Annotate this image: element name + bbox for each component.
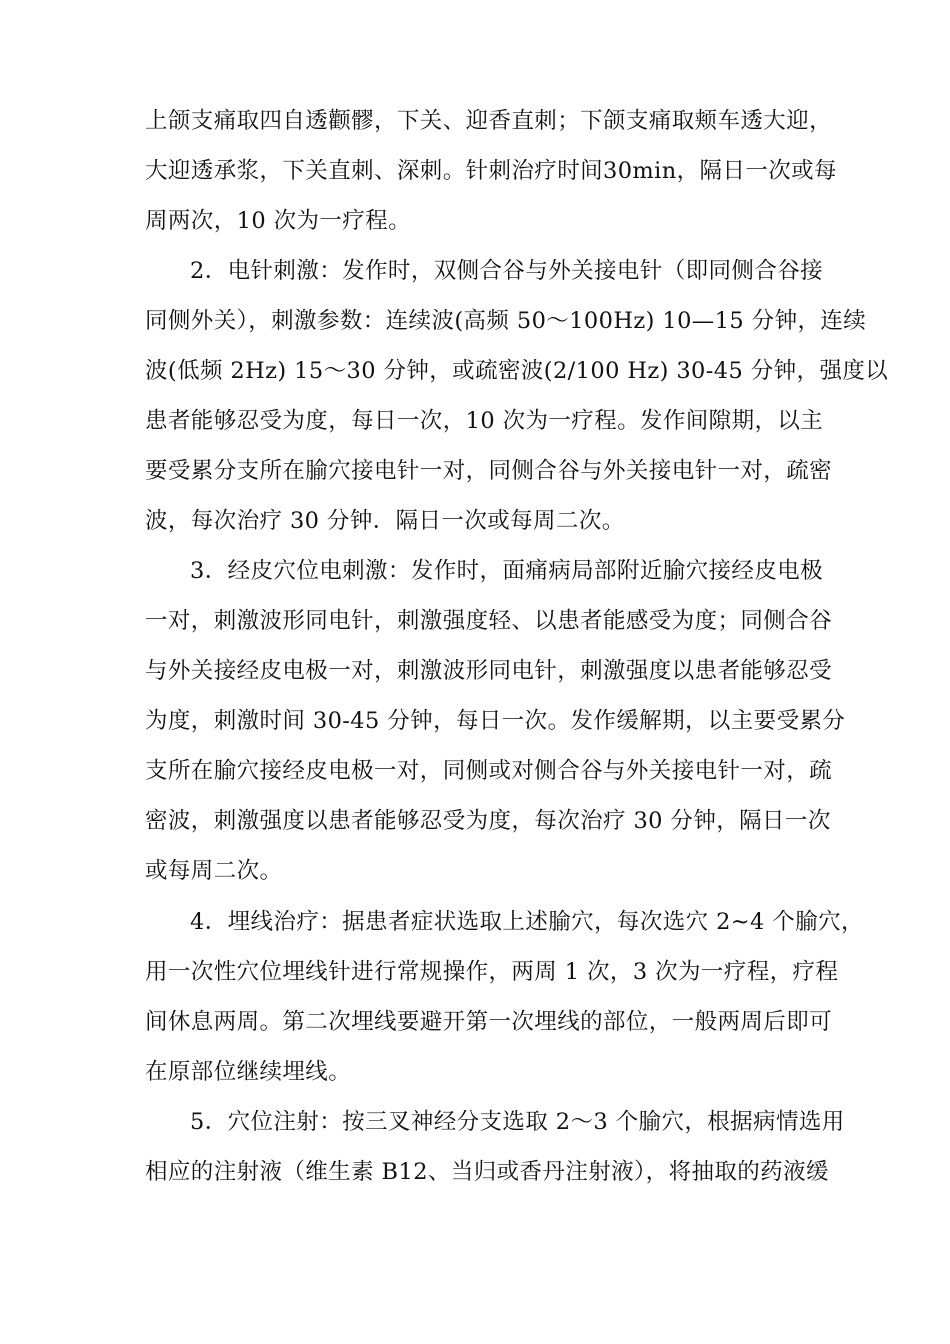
text-line: 3．经皮穴位电刺激：发作时，面痛病局部附近腧穴接经皮电极 <box>190 558 824 584</box>
text-line: 5．穴位注射：按三叉神经分支选取 2～3 个腧穴，根据病情选用 <box>190 1109 845 1135</box>
text-line: 一对，刺激波形同电针，刺激强度轻、以患者能感受为度；同侧合谷 <box>145 608 833 634</box>
text-line: 在原部位继续埋线。 <box>145 1059 352 1085</box>
text-line: 患者能够忍受为度，每日一次，10 次为一疗程。发作间隙期，以主 <box>145 408 824 434</box>
text-line: 要受累分支所在腧穴接电针一对，同侧合谷与外关接电针一对，疏密 <box>145 458 833 484</box>
text-line: 2．电针刺激：发作时，双侧合谷与外关接电针（即同侧合谷接 <box>190 258 824 284</box>
text-line: 波，每次治疗 30 分钟．隔日一次或每周二次。 <box>145 508 625 534</box>
text-line: 间休息两周。第二次埋线要避开第一次埋线的部位，一般两周后即可 <box>145 1009 833 1035</box>
text-line: 同侧外关），刺激参数：连续波(高频 50～100Hz) 10—15 分钟，连续 <box>145 308 867 334</box>
text-line: 相应的注射液（维生素 B12、当归或香丹注射液），将抽取的药液缓 <box>145 1159 829 1185</box>
text-line: 为度，刺激时间 30-45 分钟，每日一次。发作缓解期，以主要受累分 <box>145 708 846 734</box>
text-line: 上颌支痛取四自透颧髎，下关、迎香直刺；下颌支痛取颊车透大迎， <box>145 108 833 134</box>
text-line: 或每周二次。 <box>145 858 283 884</box>
text-line: 密波，刺激强度以患者能够忍受为度，每次治疗 30 分钟，隔日一次 <box>145 808 831 834</box>
text-line: 大迎透承浆，下关直刺、深刺。针刺治疗时间30min，隔日一次或每 <box>145 158 837 184</box>
text-line: 支所在腧穴接经皮电极一对，同侧或对侧合谷与外关接电针一对，疏 <box>145 758 833 784</box>
text-line: 用一次性穴位埋线针进行常规操作，两周 1 次，3 次为一疗程，疗程 <box>145 959 839 985</box>
text-line: 与外关接经皮电极一对，刺激波形同电针，刺激强度以患者能够忍受 <box>145 658 833 684</box>
text-line: 4．埋线治疗：据患者症状选取上述腧穴，每次选穴 2~4 个腧穴， <box>190 909 864 935</box>
text-line: 周两次，10 次为一疗程。 <box>145 208 411 234</box>
text-line: 波(低频 2Hz) 15～30 分钟，或疏密波(2/100 Hz) 30-45 分钟，强度以 <box>145 358 889 384</box>
